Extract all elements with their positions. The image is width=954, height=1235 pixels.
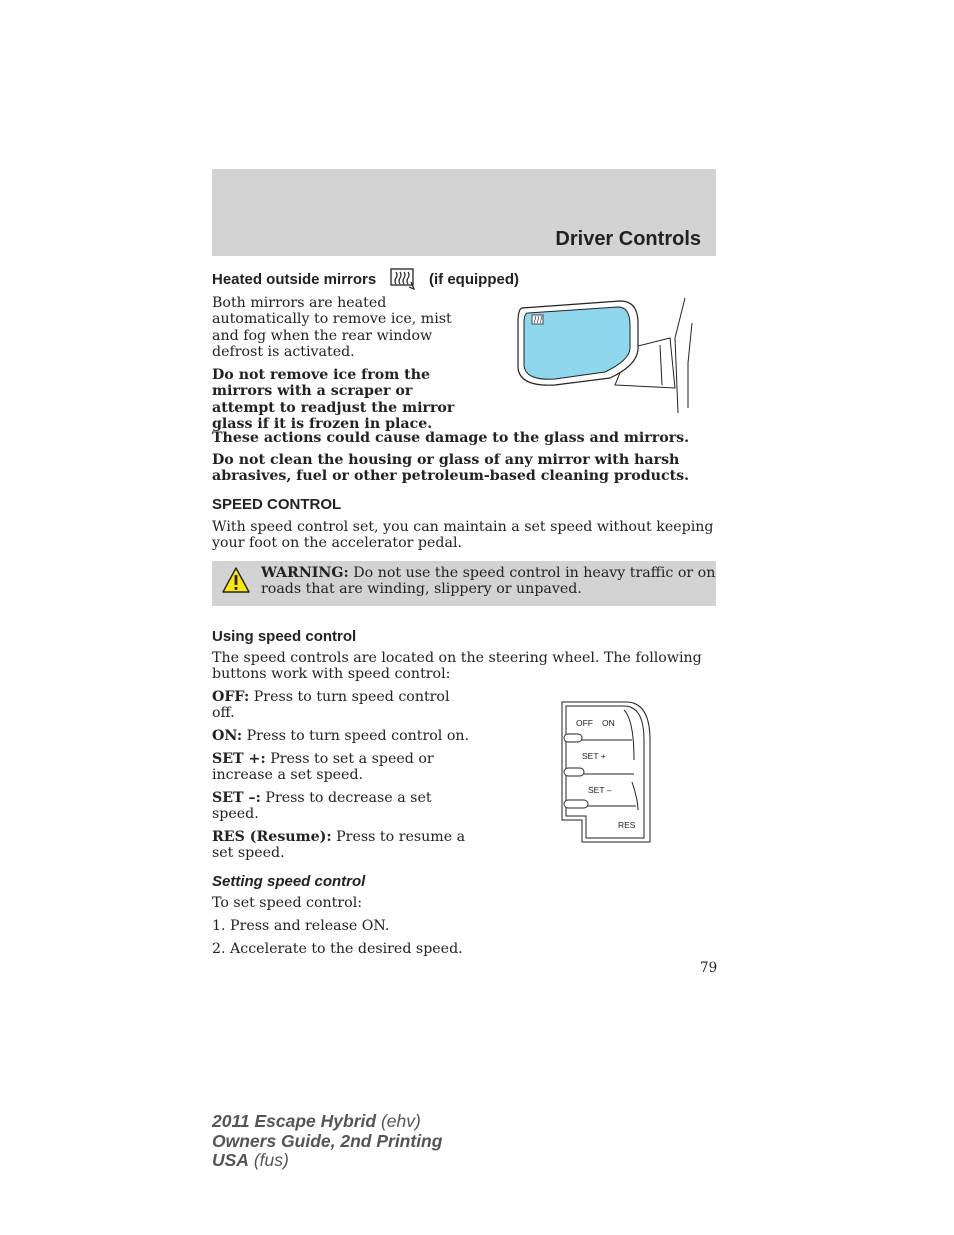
text-line: Press to turn speed control on. [246,728,470,744]
text-line: roads that are winding, slippery or unpaved. [261,581,582,598]
page-number: 79 [700,960,718,976]
setting-speed-control-heading: Setting speed control [212,873,366,890]
text-line: set speed. [212,845,285,862]
text-line: increase a set speed. [212,767,364,784]
page-section-title: Driver Controls [555,228,701,250]
mirror-caution-scraper [212,367,454,433]
text-line: buttons work with speed control: [212,666,451,683]
text-line: mirrors with a scraper or [212,383,413,400]
setting-intro: To set speed control: [212,895,363,911]
using-speed-control-heading: Using speed control [212,628,357,645]
footer-market: USA [212,1150,249,1170]
text-line: glass if it is frozen in place. [212,416,433,433]
switch-label-on: ON [602,718,615,728]
warning-triangle-icon [222,566,250,594]
off-button-description [212,689,450,722]
res-button-description [212,829,465,862]
text-line: Both mirrors are heated [212,295,387,311]
text-line: Do not use the speed control in heavy traffic or on [353,565,716,581]
button-label: OFF: [212,689,250,705]
text-line: Press to resume a [336,829,466,845]
switch-label-set-plus: SET + [582,751,606,761]
setting-step-1: 1. Press and release ON. [212,918,390,934]
text-line: your foot on the accelerator pedal. [212,535,462,552]
text-line: attempt to readjust the mirror [212,399,455,416]
speed-control-heading: SPEED CONTROL [212,496,342,513]
heated-mirrors-heading [212,271,519,288]
warning-box [212,561,716,606]
rear-defrost-icon [390,268,416,290]
footer-guide: Owners Guide, 2nd Printing [212,1130,443,1151]
text-line: Press to decrease a set [265,790,432,806]
heated-mirrors-intro [212,295,452,361]
heading-suffix: (if equipped) [429,271,519,288]
button-label: ON: [212,728,243,744]
set-minus-button-description [212,790,432,823]
text-line: Press to set a speed or [270,751,434,767]
switch-label-set-minus: SET – [588,785,612,795]
mirror-caution-cleaning [212,452,689,485]
warning-label: WARNING: [261,565,349,581]
speed-control-intro [212,519,714,552]
text-line: and fog when the rear window [212,327,433,344]
footer-market-code: (fus) [248,1150,289,1170]
button-label: SET +: [212,751,266,767]
document-footer [212,1112,442,1171]
heated-mirror-illustration [510,293,695,418]
footer-code: (ehv) [376,1111,421,1131]
switch-label-off: OFF [576,718,593,728]
text-line: Do not remove ice from the [212,367,431,383]
heading-text: Heated outside mirrors [212,271,377,288]
text-line: With speed control set, you can maintain a set speed without keeping [212,519,714,535]
using-speed-control-intro [212,650,702,683]
text-line: automatically to remove ice, mist [212,311,452,328]
set-plus-button-description [212,751,434,784]
text-line: off. [212,705,235,722]
footer-model: 2011 Escape Hybrid [212,1111,377,1131]
switch-label-res: RES [618,820,636,830]
mirror-caution-damage: These actions could cause damage to the glass and mirrors. [212,430,690,446]
text-line: Press to turn speed control [253,689,450,705]
warning-text [261,565,715,598]
text-line: Do not clean the housing or glass of any mirror with harsh [212,452,680,468]
text-line: defrost is activated. [212,344,355,361]
text-line: speed. [212,806,259,823]
header-band [212,169,716,256]
button-label: SET –: [212,790,261,806]
text-line: The speed controls are located on the steering wheel. The following [212,650,702,666]
on-button-description [212,728,469,744]
text-line: abrasives, fuel or other petroleum-based cleaning products. [212,468,690,485]
setting-step-2: 2. Accelerate to the desired speed. [212,941,463,957]
speed-control-switch-illustration [556,700,656,846]
button-label: RES (Resume): [212,829,332,845]
